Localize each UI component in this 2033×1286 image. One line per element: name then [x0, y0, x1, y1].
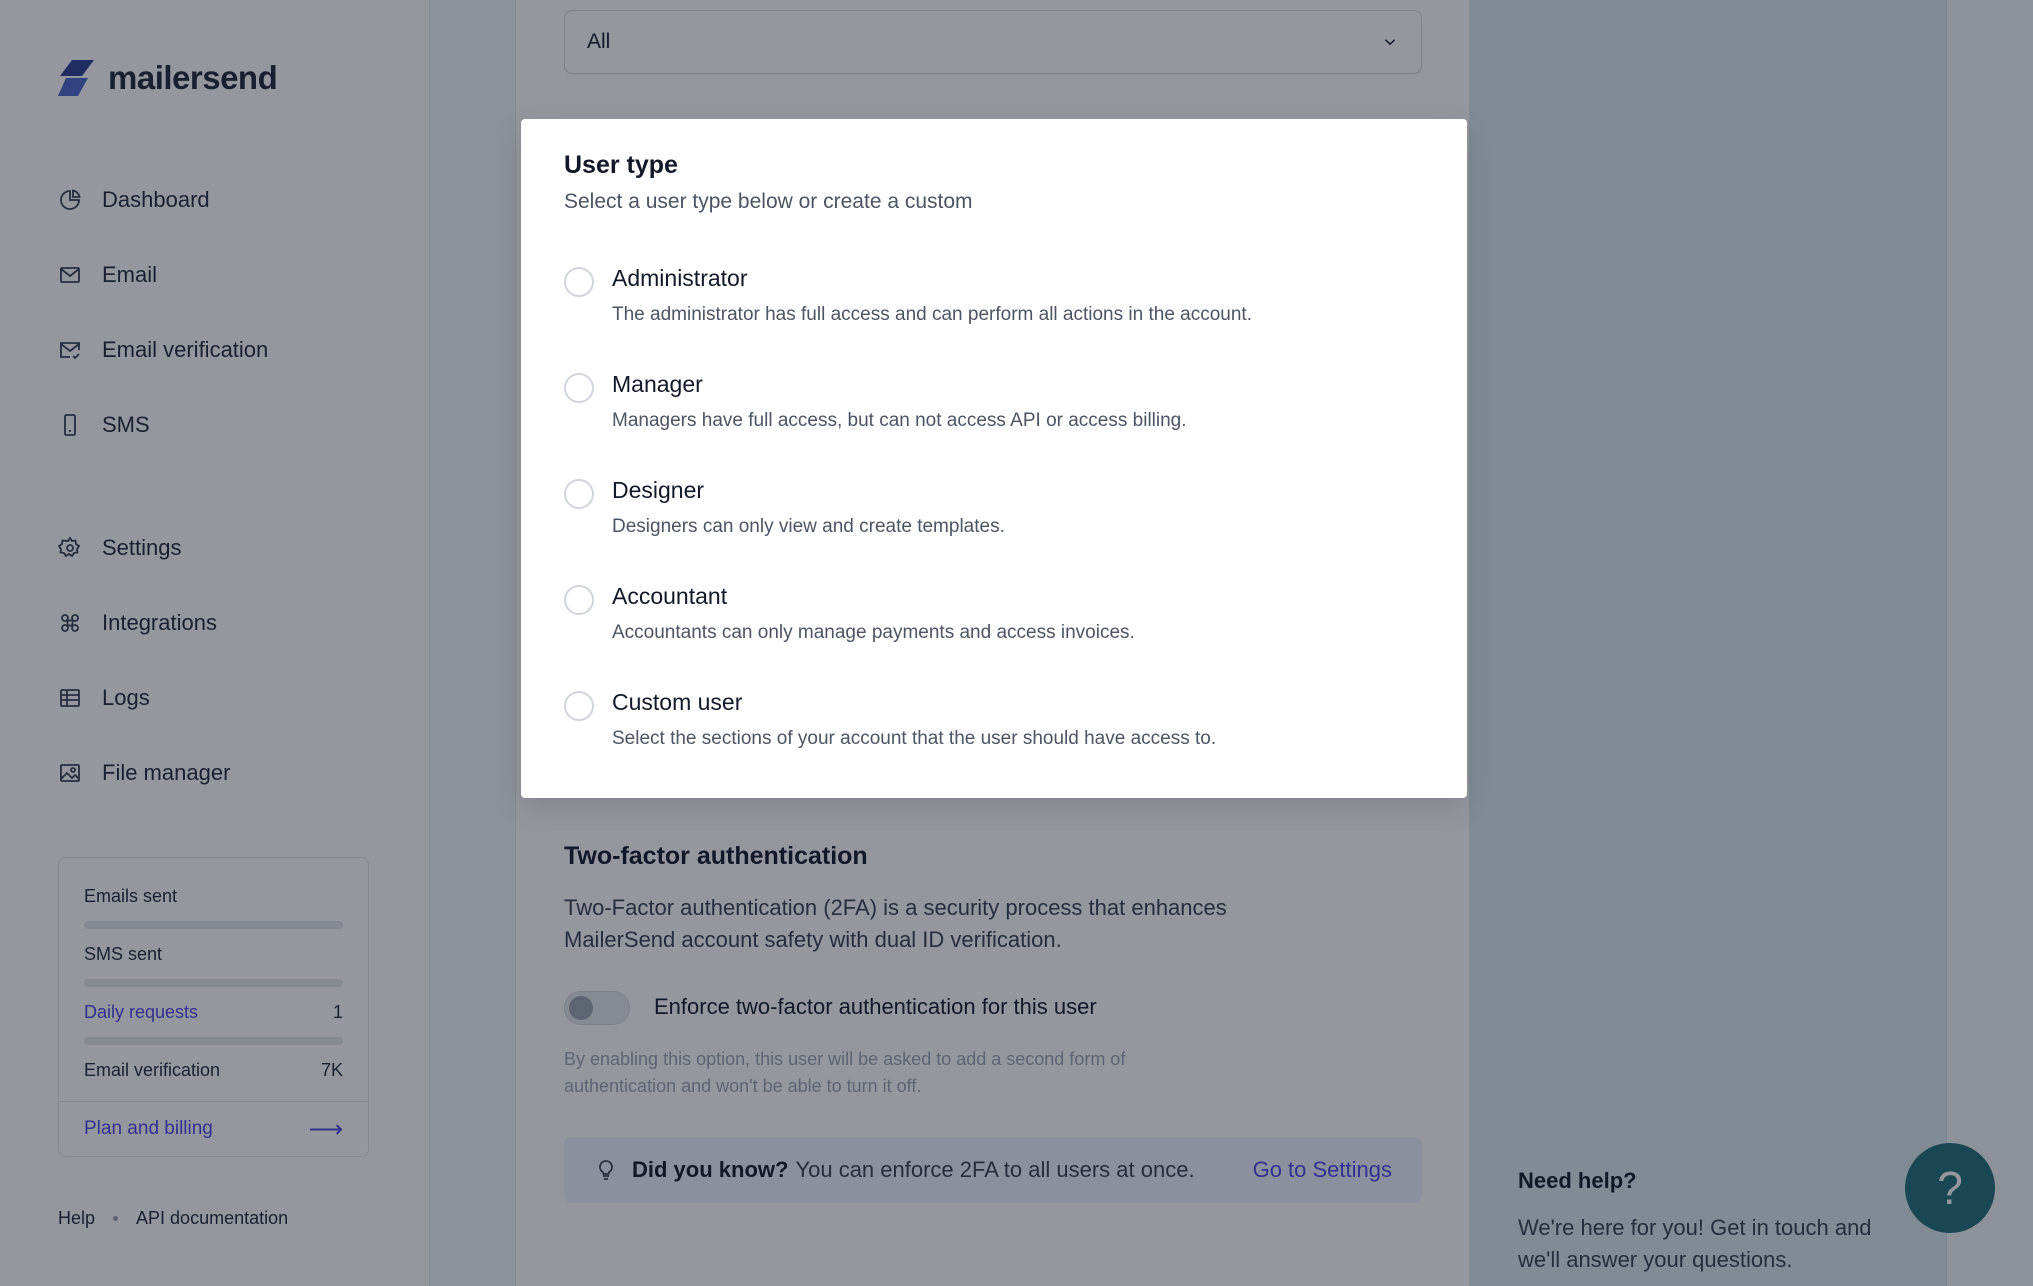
radio-button[interactable] — [564, 585, 594, 615]
option-title: Accountant — [612, 583, 728, 609]
option-title: Designer — [612, 477, 705, 503]
two-factor-description: Two-Factor authentication (2FA) is a security process that enhances MailerSend account safety with dual ID verification. — [564, 895, 1227, 952]
two-factor-note: By enabling this option, this user will be asked to add a second form of authentication and won't be able to turn it off. — [564, 1049, 1126, 1096]
user-type-option-designer[interactable] — [564, 477, 1424, 583]
need-help-title: Need help? — [1518, 1168, 1637, 1193]
radio-button[interactable] — [564, 373, 594, 403]
sidebar-item-label: Dashboard — [102, 186, 210, 212]
two-factor-title: Two-factor authentication — [564, 842, 868, 870]
sidebar-item-label: Email — [102, 261, 158, 287]
usage-label: SMS sent — [84, 944, 163, 964]
plan-and-billing-label: Plan and billing — [84, 1118, 213, 1139]
help-link[interactable]: Help — [58, 1208, 96, 1228]
option-description: Accountants can only manage payments and access invoices. — [612, 622, 1135, 643]
usage-value: 7K — [320, 1060, 343, 1080]
tip-text: You can enforce 2FA to all users at once. — [795, 1157, 1195, 1182]
go-to-settings-link[interactable]: Go to Settings — [1252, 1157, 1392, 1182]
api-documentation-link[interactable]: API documentation — [136, 1208, 289, 1228]
enforce-2fa-label: Enforce two-factor authentication for this user — [654, 994, 1097, 1019]
usage-value: 1 — [332, 1002, 343, 1022]
modal-subtitle: Select a user type below or create a custom — [564, 190, 973, 213]
option-title: Administrator — [612, 265, 748, 291]
user-type-option-custom-user[interactable] — [564, 689, 1424, 795]
sidebar-item-label: Integrations — [102, 609, 217, 635]
radio-button[interactable] — [564, 479, 594, 509]
user-type-option-accountant[interactable] — [564, 583, 1424, 689]
sidebar-item-label: SMS — [102, 411, 150, 437]
sidebar-item-label: Email verification — [102, 336, 269, 362]
user-type-options — [564, 265, 1424, 795]
user-type-modal — [521, 119, 1467, 798]
option-description: Managers have full access, but can not access API or access billing. — [612, 410, 1187, 431]
sidebar-item-label: Settings — [102, 534, 182, 560]
filter-select-value: All — [587, 30, 611, 53]
usage-label: Emails sent — [84, 886, 178, 906]
arrow-right-icon: ⟶ — [308, 1115, 343, 1143]
radio-button[interactable] — [564, 691, 594, 721]
sidebar-item-label: File manager — [102, 759, 231, 785]
radio-button[interactable] — [564, 267, 594, 297]
usage-label: Email verification — [84, 1060, 221, 1080]
user-type-option-administrator[interactable] — [564, 265, 1424, 371]
option-description: The administrator has full access and can perform all actions in the account. — [612, 304, 1252, 325]
tip-bold: Did you know? — [632, 1157, 789, 1182]
user-type-option-manager[interactable] — [564, 371, 1424, 477]
option-description: Designers can only view and create templates. — [612, 516, 1005, 537]
daily-requests-link[interactable]: Daily requests — [84, 1002, 199, 1022]
option-description: Select the sections of your account that the user should have access to. — [612, 728, 1217, 749]
help-chat-button[interactable]: ? — [1905, 1143, 1995, 1233]
need-help-text: We're here for you! Get in touch and we'll answer your questions. — [1518, 1215, 1872, 1272]
option-title: Custom user — [612, 689, 743, 715]
modal-title: User type — [564, 151, 678, 179]
brand-name: mailersend — [108, 59, 278, 96]
sidebar-item-label: Logs — [102, 684, 150, 710]
option-title: Manager — [612, 371, 703, 397]
